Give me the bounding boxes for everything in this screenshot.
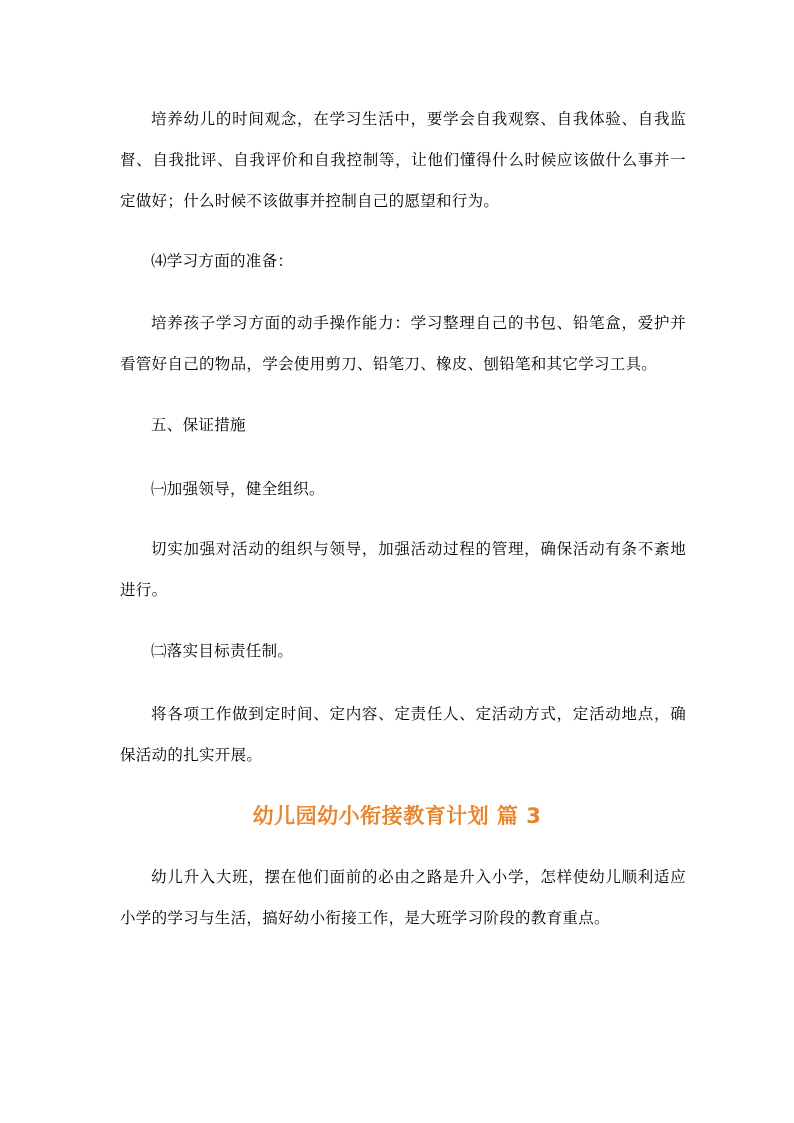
paragraph-hands-on-ability: 培养孩子学习方面的动手操作能力：学习整理自己的书包、铅笔盒，爱护并看管好自己的物品，学会使用剪刀、铅笔刀、橡皮、刨铅笔和其它学习工具。 [120, 314, 686, 373]
subheading-strengthen-leadership: ㈠加强领导，健全组织。 [151, 480, 325, 498]
subheading-learning-preparation: ⑷学习方面的准备： [151, 252, 294, 270]
paragraph-kindergarten-transition: 幼儿升入大班，摆在他们面前的必由之路是升入小学，怎样使幼儿顺利适应小学的学习与生活，搞好幼小衔接工作，是大班学习阶段的教育重点。 [120, 868, 686, 927]
paragraph-organization-management: 切实加强对活动的组织与领导，加强活动过程的管理，确保活动有条不紊地进行。 [120, 540, 686, 599]
section-title-plan-3: 幼儿园幼小衔接教育计划 篇 3 [252, 804, 542, 828]
section-heading-guarantee-measures: 五、保证措施 [151, 416, 246, 434]
subheading-target-responsibility: ㈡落实目标责任制。 [151, 642, 294, 660]
paragraph-time-concept: 培养幼儿的时间观念，在学习生活中，要学会自我观察、自我体验、自我监督、自我批评、自我评价和自我控制等，让他们懂得什么时候应该做什么事并一定做好；什么时候不该做事并控制自己的愿望和行为。 [120, 110, 686, 210]
paragraph-work-arrangement: 将各项工作做到定时间、定内容、定责任人、定活动方式，定活动地点，确保活动的扎实开展。 [120, 705, 686, 764]
